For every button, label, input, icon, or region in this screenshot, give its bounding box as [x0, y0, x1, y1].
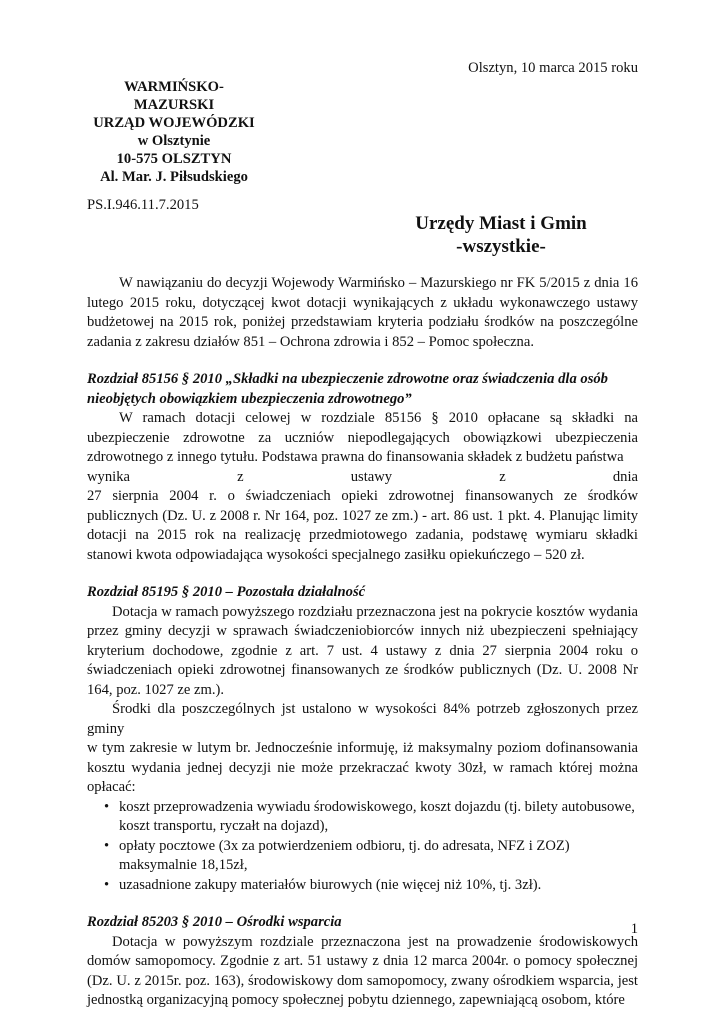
- list-item: [87, 876, 638, 896]
- list-item: [87, 837, 638, 876]
- recipient-line: Urzędy Miast i Gmin: [415, 213, 587, 234]
- sender-line: URZĄD WOJEWÓDZKI: [93, 115, 255, 131]
- section-heading-85203: Rozdział 85203 § 2010 – Ośrodki wsparcia: [87, 914, 342, 930]
- word: z: [237, 468, 244, 485]
- recipient-line: -wszystkie-: [456, 236, 546, 257]
- sender-line: w Olsztynie: [137, 133, 211, 149]
- page-number: 1: [630, 920, 638, 937]
- section-85156-paragraph-continued: 27 sierpnia 2004 r. o świadczeniach opieki zdrowotnej finansowanych ze środków publicznych (Dz. U. z 2008 r. Nr 164, poz. 1027 ze zm.) - art. 86 ust. 1 pkt. 4. Planując limity dotacji na 2015 rok na realizację przedmiotowego zadania, podstawę wymiaru składki stanowi kwota odpowiadająca wysokości specjalnego zasiłku opiekuńczego – 520 zł.: [87, 488, 638, 563]
- bullet-icon: •: [104, 798, 110, 815]
- section-85156-paragraph: W ramach dotacji celowej w rozdziale 85156 § 2010 opłacane są składki na ubezpieczenie zdrowotne za uczniów niepodlegających obowiązkowi ubezpieczenia zdrowotnego z innego tytułu. Podstawa prawna do finansowania składek z budżetu państwa: [87, 410, 638, 465]
- list-item-text: koszt przeprowadzenia wywiadu środowiskowego, koszt dojazdu (tj. bilety autobusowe, koszt transportu, ryczałt na dojazd),: [119, 798, 635, 834]
- section-85195-paragraph: w tym zakresie w lutym br. Jednocześnie informuję, iż maksymalny poziom dofinansowania kosztu wydania jednej decyzji nie może przekraczać kwoty 30zł, w ramach której można opłacać:: [87, 740, 638, 795]
- intro-paragraph: W nawiązaniu do decyzji Wojewody Warmińsko – Mazurskiego nr FK 5/2015 z dnia 16 lutego 2015 roku, dotyczącej kwot dotacji wynikających z układu wykonawczego ustawy budżetowej na 2015 rok, poniżej przedstawiam kryteria podziału środków na poszczególne zadania z zakresu działów 851 – Ochrona zdrowia i 852 – Pomoc społeczna.: [87, 275, 638, 350]
- word: wynika: [87, 468, 130, 485]
- place-date: Olsztyn, 10 marca 2015 roku: [468, 60, 638, 76]
- word: dnia: [612, 468, 638, 485]
- reference-number: PS.I.946.11.7.2015: [87, 197, 199, 213]
- cost-list: [87, 798, 638, 896]
- list-item: [87, 798, 638, 837]
- sender-line: 10-575 OLSZTYN: [116, 151, 232, 167]
- sender-line: MAZURSKI: [133, 97, 215, 113]
- list-item-text: uzasadnione zakupy materiałów biurowych (nie więcej niż 10%, tj. 3zł).: [119, 876, 542, 893]
- bullet-icon: •: [104, 876, 110, 893]
- section-85195-paragraph: Dotacja w ramach powyższego rozdziału przeznaczona jest na pokrycie kosztów wydania przez gminy decyzji w sprawach świadczeniobiorców innych niż ubezpieczeni spełniający kryterium dochodowe, zgodnie z art. 7 ust. 4 ustawy z dnia 27 sierpnia 2004 roku o świadczeniach opieki zdrowotnej finansowanych ze środków publicznych (Dz. U. 2008 Nr 164, poz. 1027 ze zm.).: [87, 603, 638, 698]
- section-85203-paragraph: Dotacja w powyższym rozdziale przeznaczona jest na prowadzenie środowiskowych domów samopomocy. Zgodnie z art. 51 ustawy z dnia 12 marca 2004r. o pomocy społecznej (Dz. U. z 2015r. poz. 163), środowiskowy dom samopomocy, zwany ośrodkiem wsparcia, jest jednostką organizacyjną pomocy społecznej pobytu dziennego, zapewniającą osobom, które: [87, 933, 638, 1008]
- word: ustawy: [350, 468, 393, 485]
- section-heading-85195: Rozdział 85195 § 2010 – Pozostała działalność: [87, 584, 366, 600]
- sender-line: WARMIŃSKO-: [124, 79, 224, 95]
- section-heading-85156: Rozdział 85156 § 2010 „Składki na ubezpieczenie zdrowotne oraz świadczenia dla osób nieobjętych obowiązkiem ubezpieczenia zdrowotnego”: [87, 371, 608, 407]
- section-85195-paragraph: Środki dla poszczególnych jst ustalono w wysokości 84% potrzeb zgłoszonych przez gminy: [87, 701, 638, 737]
- justified-line: [87, 468, 638, 488]
- letter-body: [87, 274, 638, 1011]
- bullet-icon: •: [104, 837, 110, 854]
- list-item-text: opłaty pocztowe (3x za potwierdzeniem odbioru, tj. do adresata, NFZ i ZOZ) maksymalnie 18,15zł,: [119, 837, 570, 873]
- recipient-block: [396, 212, 606, 258]
- sender-line: Al. Mar. J. Piłsudskiego: [100, 169, 248, 185]
- word: z: [499, 468, 506, 485]
- sender-block: [84, 78, 264, 186]
